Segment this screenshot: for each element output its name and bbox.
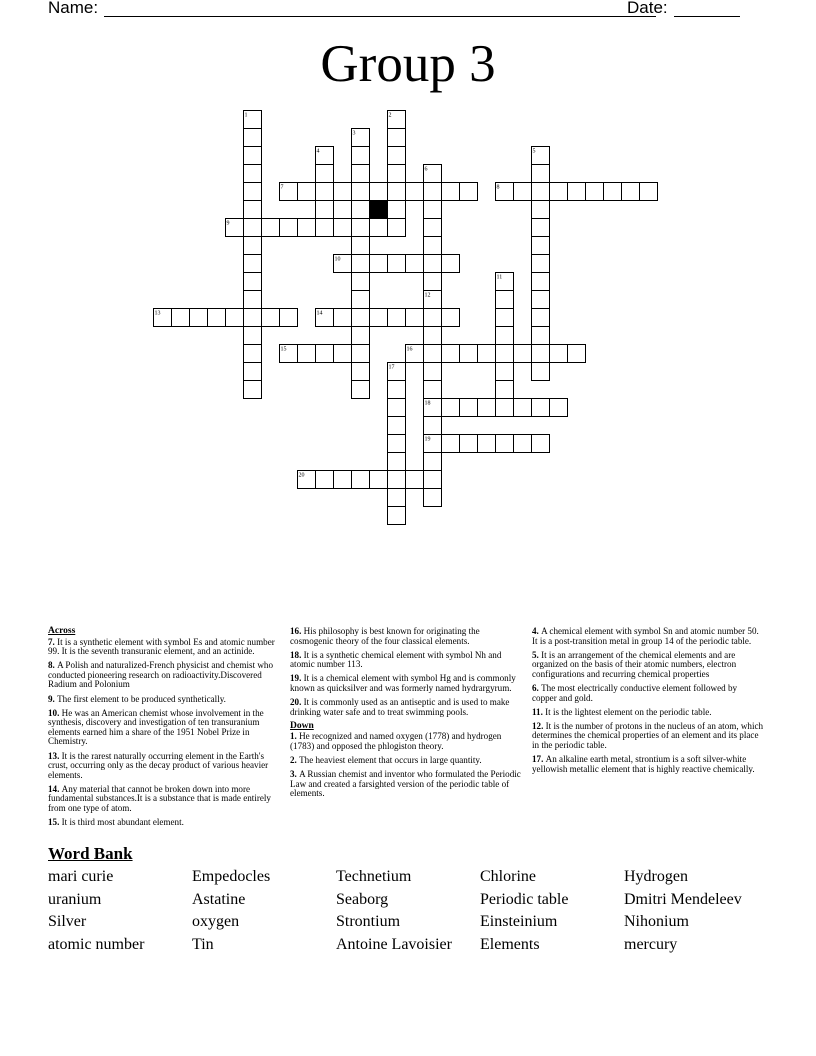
grid-cell[interactable] [496,381,514,399]
clue-number-16: 16 [406,346,413,353]
clues-column-1 [48,627,276,832]
grid-cell[interactable] [550,183,568,201]
down-clue [532,627,764,646]
grid-cell[interactable] [406,183,424,201]
grid-cell[interactable] [460,399,478,417]
across-clue [48,818,276,828]
grid-cell[interactable] [244,129,262,147]
clue-number-13: 13 [154,310,161,317]
clue-number: 7. [48,636,58,647]
clue-number-8: 8 [496,184,500,191]
word-bank-item: Seaborg [336,890,389,908]
grid-cell[interactable] [244,165,262,183]
grid-cell[interactable] [532,399,550,417]
word-bank-item: atomic number [48,935,145,953]
grid-cell[interactable] [442,435,460,453]
grid-cell[interactable] [388,147,406,165]
grid-cell[interactable] [424,489,442,507]
word-bank-item: Technetium [336,868,412,885]
grid-cell[interactable] [406,309,424,327]
date-label: Date: [627,0,668,17]
grid-cell[interactable] [424,273,442,291]
word-bank-item: mercury [624,935,678,953]
clue-number-10: 10 [334,256,341,263]
grid-cell[interactable] [244,309,262,327]
grid-cell[interactable] [532,273,550,291]
grid-cell[interactable] [514,183,532,201]
grid-cell[interactable] [424,309,442,327]
grid-cell[interactable] [316,183,334,201]
word-bank [48,866,768,956]
grid-cell[interactable] [370,471,388,489]
grid-cell[interactable] [496,345,514,363]
grid-cell[interactable] [370,255,388,273]
grid-cell[interactable] [532,255,550,273]
grid-cell[interactable] [532,345,550,363]
grid-cell[interactable] [568,345,586,363]
clue-number: 20. [290,697,304,708]
grid-cell[interactable] [388,435,406,453]
grid-cell[interactable] [424,417,442,435]
grid-cell[interactable] [190,309,208,327]
clue-number: 16. [290,626,304,636]
grid-cell[interactable] [388,507,406,525]
grid-cell[interactable] [514,345,532,363]
clue-number: 14. [48,783,62,794]
down-clue [290,770,524,799]
grid-cell[interactable] [442,309,460,327]
grid-cell[interactable] [532,309,550,327]
word-bank-item: Nihonium [624,913,689,931]
clue-number-5: 5 [532,148,536,155]
clue-number: 5. [532,649,542,660]
grid-cell[interactable] [406,255,424,273]
grid-cell[interactable] [388,381,406,399]
clue-number-3: 3 [352,130,356,137]
word-bank-item: uranium [48,890,102,908]
grid-cell[interactable] [262,309,280,327]
grid-cell[interactable] [316,201,334,219]
grid-cell[interactable] [244,381,262,399]
word-bank-item: Chlorine [480,868,536,885]
grid-cell[interactable] [406,471,424,489]
grid-cell[interactable] [442,255,460,273]
word-bank-item: oxygen [192,913,240,931]
grid-cell[interactable] [496,435,514,453]
grid-cell[interactable] [550,399,568,417]
clue-text: It is a chemical element with symbol Hg and is commonly known as quicksilver and was formerly named hydrargyrum. [290,673,516,693]
grid-cell[interactable] [244,363,262,381]
word-bank-item: Tin [192,935,214,953]
grid-cell[interactable] [514,399,532,417]
clue-number: 17. [532,754,546,765]
down-clue [532,651,764,680]
clue-text: It is a synthetic element with symbol Es and atomic number 99. It is the seventh transuranic element, and an actinide. [48,636,275,657]
grid-cell[interactable] [352,219,370,237]
word-bank-item: Silver [48,913,87,931]
grid-cell[interactable] [352,327,370,345]
grid-cell[interactable] [424,237,442,255]
grid-cell[interactable] [442,345,460,363]
grid-cell[interactable] [586,183,604,201]
grid-cell[interactable] [388,489,406,507]
across-clue [48,752,276,781]
grid-cell[interactable] [280,309,298,327]
grid-cell[interactable] [532,219,550,237]
grid-cell[interactable] [298,183,316,201]
word-bank-item: Elements [480,935,540,953]
word-bank-item: Strontium [336,913,401,931]
grid-cell[interactable] [388,165,406,183]
grid-cell[interactable] [388,417,406,435]
grid-cell[interactable] [316,219,334,237]
grid-cell[interactable] [532,201,550,219]
grid-cell[interactable] [622,183,640,201]
grid-cell[interactable] [334,345,352,363]
grid-cell[interactable] [460,435,478,453]
grid-cell[interactable] [424,363,442,381]
grid-cell[interactable] [496,363,514,381]
clue-text: It is the rarest naturally occurring element in the Earth's crust, occurring only as the decay product of various heavier elements. [48,750,269,780]
clue-number: 19. [290,673,304,684]
grid-cell[interactable] [352,201,370,219]
word-bank-title: Word Bank [48,844,133,863]
grid-cell[interactable] [424,345,442,363]
clue-number-20: 20 [298,472,305,479]
clue-text: The first element to be produced synthetically. [57,693,226,704]
grid-cell[interactable] [316,165,334,183]
grid-cell[interactable] [604,183,622,201]
down-clue [290,756,524,766]
grid-cell[interactable] [424,183,442,201]
clue-number-2: 2 [388,112,392,119]
clue-text: It is the lightest element on the periodic table. [545,706,712,717]
grid-cell[interactable] [532,291,550,309]
black-cell [370,201,388,219]
grid-cell[interactable] [532,237,550,255]
grid-cell[interactable] [352,165,370,183]
grid-cell[interactable] [352,291,370,309]
grid-cell[interactable] [244,237,262,255]
clue-number-1: 1 [244,112,248,119]
clue-number: 11. [532,706,546,717]
grid-cell[interactable] [244,147,262,165]
clue-text: It is a synthetic chemical element with symbol Nh and atomic number 113. [290,649,502,670]
grid-cell[interactable] [208,309,226,327]
word-bank-item: mari curie [48,868,114,885]
grid-cell[interactable] [496,309,514,327]
grid-cell[interactable] [262,219,280,237]
grid-cell[interactable] [514,435,532,453]
grid-cell[interactable] [550,345,568,363]
grid-cell[interactable] [352,309,370,327]
word-bank-item: Einsteinium [480,913,558,931]
across-clue [290,651,524,670]
clue-text: The heaviest element that occurs in large quantity. [299,755,482,766]
grid-cell[interactable] [244,327,262,345]
down-clue [532,684,764,703]
word-bank-item: Antoine Lavoisier [336,935,452,953]
grid-cell[interactable] [424,471,442,489]
grid-cell[interactable] [244,201,262,219]
clue-text: It is an arrangement of the chemical elements and are organized on the basis of their atomic numbers, electron configurations and recurring chemical properties [532,649,737,679]
word-bank-item: Empedocles [192,868,271,885]
clue-number-19: 19 [424,436,431,443]
grid-cell[interactable] [496,291,514,309]
grid-cell[interactable] [424,201,442,219]
grid-cell[interactable] [532,363,550,381]
across-clue [290,627,524,646]
grid-cell[interactable] [532,327,550,345]
grid-cell[interactable] [352,147,370,165]
clue-number-14: 14 [316,310,323,317]
grid-cell[interactable] [532,165,550,183]
clue-number-7: 7 [280,184,284,191]
down-clue [532,755,764,774]
across-clue [48,785,276,814]
grid-cell[interactable] [478,435,496,453]
grid-cell[interactable] [532,435,550,453]
clue-number: 12. [532,720,546,731]
clue-number: 13. [48,750,62,761]
clue-text: It is third most abundant element. [61,817,184,828]
down-clue [532,708,764,718]
clues-column-2 [290,627,524,803]
grid-cell[interactable] [388,129,406,147]
grid-cell[interactable] [424,255,442,273]
down-clue [290,732,524,751]
grid-cell[interactable] [478,345,496,363]
grid-cell[interactable] [244,255,262,273]
clue-number-15: 15 [280,346,287,353]
clue-text: It is the number of protons in the nucleus of an atom, which determines the chemical properties of an element and its place in the periodic table. [532,720,764,750]
clue-number-12: 12 [424,292,431,299]
down-clue [532,722,764,751]
clue-number: 3. [290,769,300,780]
grid-cell[interactable] [316,345,334,363]
name-label: Name: [48,0,99,17]
grid-cell[interactable] [352,273,370,291]
across-clue [48,695,276,705]
grid-cell[interactable] [424,219,442,237]
grid-cell[interactable] [568,183,586,201]
grid-cell[interactable] [334,183,352,201]
clue-number: 10. [48,707,62,718]
clue-number: 2. [290,755,300,766]
clue-text: His philosophy is best known for originating the cosmogenic theory of the four classical elements. [290,626,480,646]
grid-cell[interactable] [352,237,370,255]
grid-cell[interactable] [532,183,550,201]
clue-number: 6. [532,682,542,693]
grid-cell[interactable] [298,345,316,363]
grid-cell[interactable] [244,183,262,201]
grid-cell[interactable] [334,219,352,237]
word-bank-item: Hydrogen [624,868,688,885]
clue-number-9: 9 [226,220,230,227]
grid-cell[interactable] [478,399,496,417]
grid-cell[interactable] [424,381,442,399]
grid-cell[interactable] [424,327,442,345]
word-bank-item: Periodic table [480,890,569,908]
clue-text: The most electrically conductive element followed by copper and gold. [532,682,738,703]
clue-number-6: 6 [424,166,428,173]
grid-cell[interactable] [352,471,370,489]
clue-number: 15. [48,817,62,828]
grid-cell[interactable] [442,183,460,201]
clue-number-17: 17 [388,364,395,371]
grid-cell[interactable] [280,219,298,237]
grid-cell[interactable] [388,471,406,489]
grid-cell[interactable] [370,309,388,327]
grid-cell[interactable] [370,219,388,237]
clue-text: Any material that cannot be broken down into more fundamental substances.It is a substance that is made entirely from one type of atom. [48,783,271,813]
clue-number-11: 11 [496,274,503,281]
grid-cell[interactable] [352,345,370,363]
grid-cell[interactable] [388,453,406,471]
clue-text: He was an American chemist whose involvement in the synthesis, discovery and investigation of ten transuranium elements earned him a share of the 1951 Nobel Prize in Chemistry. [48,707,264,747]
clue-text: A Polish and naturalized-French physicist and chemist who conducted pioneering research on radioactivity.Discovered Radium and Polonium [48,660,274,690]
across-clue [290,698,524,717]
page-title: Group 3 [320,35,496,93]
grid-cell[interactable] [460,345,478,363]
across-clue [48,661,276,690]
clue-number: 18. [290,649,304,660]
clue-text: It is commonly used as an antiseptic and is used to make drinking water safe and to treat swimming pools. [290,697,510,717]
grid-cell[interactable] [424,453,442,471]
clue-number: 8. [48,660,58,671]
grid-cell[interactable] [388,219,406,237]
grid-cell[interactable] [352,183,370,201]
clue-number: 1. [290,731,300,742]
clue-text: An alkaline earth metal, strontium is a soft silver-white yellowish metallic element that is highly reactive chemically. [532,754,755,774]
clue-text: A chemical element with symbol Sn and atomic number 50. It is a post-transition metal in group 14 of the periodic table. [532,626,759,646]
grid-cell[interactable] [460,183,478,201]
grid-cell[interactable] [352,363,370,381]
clue-number: 9. [48,693,58,704]
down-heading: Down [290,720,314,731]
grid-cell[interactable] [334,471,352,489]
grid-cell[interactable] [244,291,262,309]
grid-cell[interactable] [388,201,406,219]
across-clue [48,638,276,657]
grid-cell[interactable] [370,183,388,201]
grid-cell[interactable] [244,345,262,363]
across-clue [48,709,276,747]
across-clue [290,674,524,693]
clue-number-4: 4 [316,148,320,155]
grid-cell[interactable] [316,471,334,489]
word-bank-item: Dmitri Mendeleev [624,890,742,908]
grid-cell[interactable] [388,255,406,273]
grid-cell[interactable] [334,309,352,327]
clues-column-3 [532,627,764,779]
grid-cell[interactable] [244,219,262,237]
clue-text: He recognized and named oxygen (1778) and hydrogen (1783) and opposed the phlogiston theory. [290,731,502,751]
grid-cell[interactable] [388,309,406,327]
grid-cell[interactable] [244,273,262,291]
across-heading: Across [48,626,76,636]
grid-cell[interactable] [496,327,514,345]
clue-number-18: 18 [424,400,431,407]
grid-cell[interactable] [496,399,514,417]
grid-cell[interactable] [442,399,460,417]
clue-text: A Russian chemist and inventor who formulated the Periodic Law and created a farsighted version of the periodic table of elements. [290,769,521,799]
grid-cell[interactable] [352,381,370,399]
grid-cell[interactable] [388,183,406,201]
grid-cell[interactable] [172,309,190,327]
grid-cell[interactable] [298,219,316,237]
grid-cell[interactable] [640,183,658,201]
grid-cell[interactable] [226,309,244,327]
grid-cell[interactable] [388,399,406,417]
clue-number: 4. [532,626,542,636]
grid-cell[interactable] [352,255,370,273]
word-bank-item: Astatine [192,890,246,908]
